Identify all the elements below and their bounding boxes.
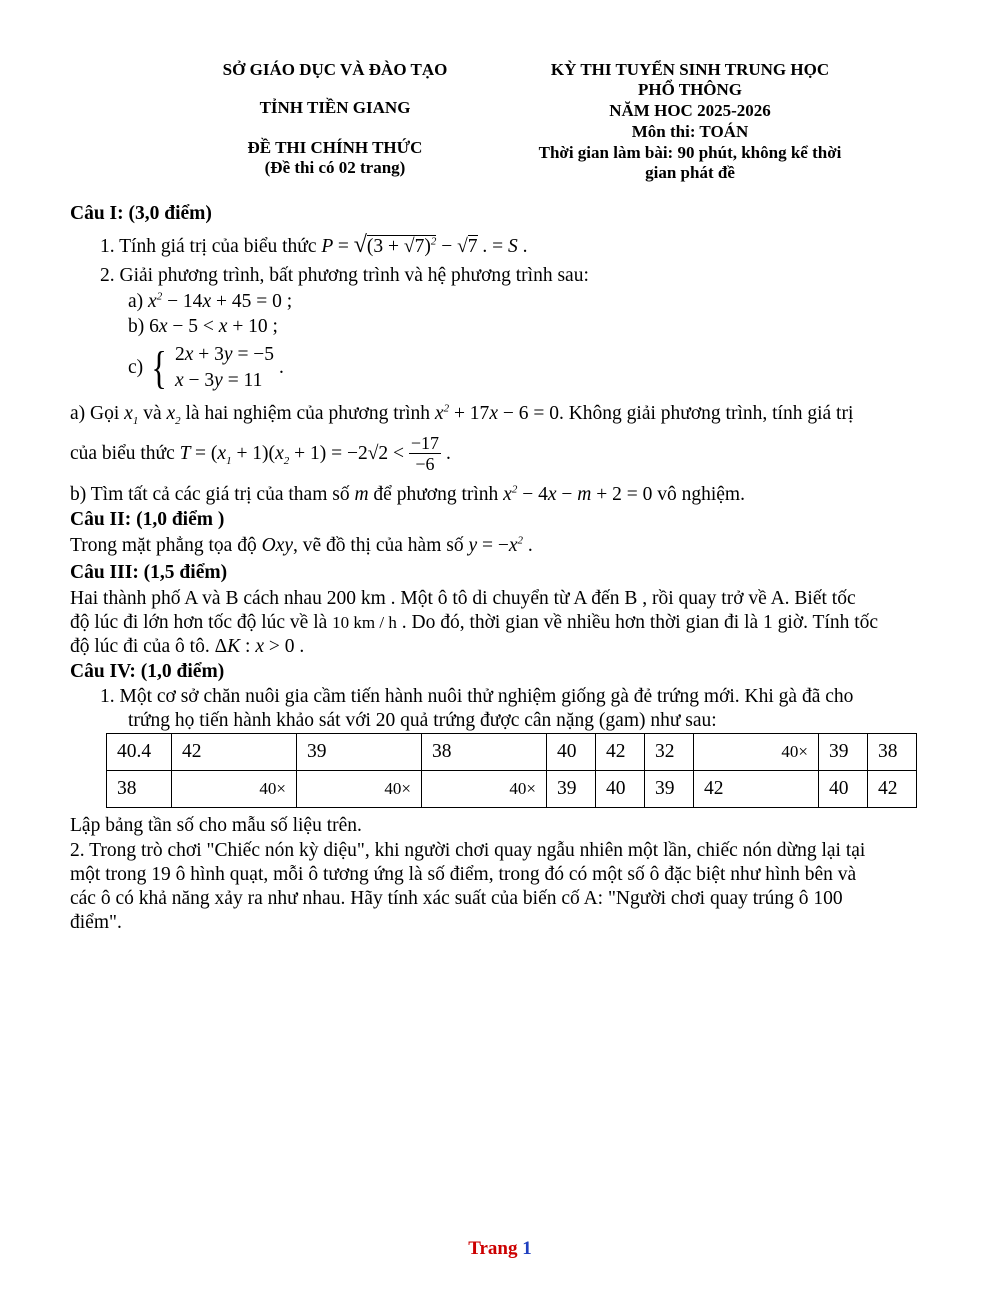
page-number-value: 1 <box>522 1238 532 1259</box>
table-cell: 40 <box>819 771 868 808</box>
table-cell: 39 <box>547 771 596 808</box>
q1-title: Câu I: (3,0 điểm) <box>70 203 212 224</box>
table-cell: 40× <box>297 771 422 808</box>
page-number <box>0 1238 1000 1260</box>
header-subject: Môn thi: TOÁN <box>631 122 749 141</box>
q3-line3: độ lúc đi của ô tô. ΔK : x > 0 . <box>70 636 305 657</box>
table-cell: 40× <box>422 771 547 808</box>
table-cell: 42 <box>596 734 645 771</box>
header-time: Thời gian làm bài: 90 phút, không kể thời <box>538 143 842 162</box>
q1-ga-fraction: $\frac{-17}{-6}$ <box>410 433 440 474</box>
q1-item1 <box>100 234 528 258</box>
brace-icon: { <box>151 342 167 393</box>
table-cell: 40.4 <box>107 734 172 771</box>
q1-item1-formula: $P = √(3 + √7)^2 - √7$ . = S . <box>321 232 528 258</box>
header-year: NĂM HOC 2025-2026 <box>609 101 771 120</box>
table-cell: 38 <box>422 734 547 771</box>
q1-item1-text: 1. Tính giá trị của biểu thức <box>100 236 322 257</box>
q1-gb: b) Tìm tất cả các giá trị của tham số m để phương trình $x^2 - 4x - m + 2 = 0$ vô nghiệm. <box>70 483 745 505</box>
header-dept: SỞ GIÁO DỤC VÀ ĐÀO TẠO <box>222 60 448 79</box>
q1-ga: a) Gọi $x_1$ và $x_2$ là hai nghiệm của phương trình $x^2 + 17x - 6 = 0$. Không giải phương trình, tính giá trị <box>70 402 854 427</box>
header-pages: (Đề thi có 02 trang) <box>264 158 406 177</box>
table-cell: 39 <box>819 734 868 771</box>
table-row <box>107 771 917 808</box>
header-time-2: gian phát đề <box>645 163 735 182</box>
q2-text: Trong mặt phẳng tọa độ Oxy, vẽ đồ thị của hàm số $y = -x^2$ . <box>70 534 533 556</box>
q1-ga-expr: $T = (x_1 + 1)(x_2 + 1) = -2√2$ < <box>179 442 405 467</box>
table-cell: 42 <box>868 771 917 808</box>
q2-title: Câu II: (1,0 điểm ) <box>70 509 225 530</box>
q4-item2-line3: các ô có khả năng xảy ra như nhau. Hãy tính xác suất của biến cố A: "Người chơi quay trúng ô 100 <box>70 888 843 909</box>
table-cell: 38 <box>107 771 172 808</box>
table-cell: 42 <box>694 771 819 808</box>
q1-item2b-ineq: 6x − 5 < x + 10 ; <box>149 316 278 337</box>
q3-title: Câu III: (1,5 điểm) <box>70 562 228 583</box>
table-cell: 38 <box>868 734 917 771</box>
q1-item2c-label: c) <box>128 357 144 378</box>
q1-item2c-system: 2x + 3y = −5 x − 3y = 11 <box>175 344 275 391</box>
header-exam-title-2: PHỔ THÔNG <box>637 80 743 99</box>
q3-line1: Hai thành phố A và B cách nhau 200 km . Một ô tô di chuyển từ A đến B , rồi quay trở về A. Biết tốc <box>70 588 856 609</box>
q4-item2-line1: 2. Trong trò chơi "Chiếc nón kỳ diệu", khi người chơi quay ngẫu nhiên một lần, chiếc nón dừng lại tại <box>70 840 866 861</box>
q1-item2a-eq: $x^2 - 14x + 45 = 0$ ; <box>148 290 293 312</box>
q3-line2: độ lúc đi lớn hơn tốc độ lúc về là 10 km / h . Do đó, thời gian về nhiều hơn thời gian đi là 1 giờ. Tính tốc <box>70 612 879 633</box>
table-cell: 32 <box>645 734 694 771</box>
table-cell: 40 <box>596 771 645 808</box>
q4-title: Câu IV: (1,0 điểm) <box>70 661 225 682</box>
header-province: TỈNH TIỀN GIANG <box>259 98 411 117</box>
q4-item2-line4: điểm". <box>70 912 122 933</box>
q1-item2b <box>128 316 278 338</box>
table-row <box>107 734 917 771</box>
header-exam-title: KỲ THI TUYỂN SINH TRUNG HỌC <box>550 60 830 79</box>
table-cell: 39 <box>297 734 422 771</box>
q1-item2c: c) { 2x + 3y = −5 x − 3y = 11 . <box>128 342 284 393</box>
table-cell: 40× <box>172 771 297 808</box>
q1-item2b-label: b) <box>128 316 150 337</box>
table-cell: 40 <box>547 734 596 771</box>
q4-after-table: Lập bảng tần số cho mẫu số liệu trên. <box>70 815 362 836</box>
q1-item2: 2. Giải phương trình, bất phương trình và hệ phương trình sau: <box>100 265 589 286</box>
q4-item1-line2: trứng họ tiến hành khảo sát với 20 quả trứng được cân nặng (gam) như sau: <box>128 710 717 731</box>
header-official: ĐỀ THI CHÍNH THỨC <box>247 138 423 157</box>
q1-item2a <box>128 291 292 313</box>
q4-item1-line1: 1. Một cơ sở chăn nuôi gia cầm tiến hành nuôi thử nghiệm giống gà đẻ trứng mới. Khi gà đã cho <box>100 686 854 707</box>
q4-item2-line2: một trong 19 ô hình quạt, mỗi ô tương ứng là số điểm, trong đó có một số ô đặc biệt như hình bên và <box>70 864 857 885</box>
table-cell: 42 <box>172 734 297 771</box>
page-number-label: Trang <box>468 1238 518 1259</box>
table-cell: 40× <box>694 734 819 771</box>
egg-weight-table <box>106 733 917 808</box>
q1-item2a-label: a) <box>128 291 149 312</box>
q1-ga-line2: của biểu thức $T = (x_1 + 1)(x_2 + 1) = -2√2$ < $\frac{-17}{-6}$ . <box>70 433 451 474</box>
table-cell: 39 <box>645 771 694 808</box>
